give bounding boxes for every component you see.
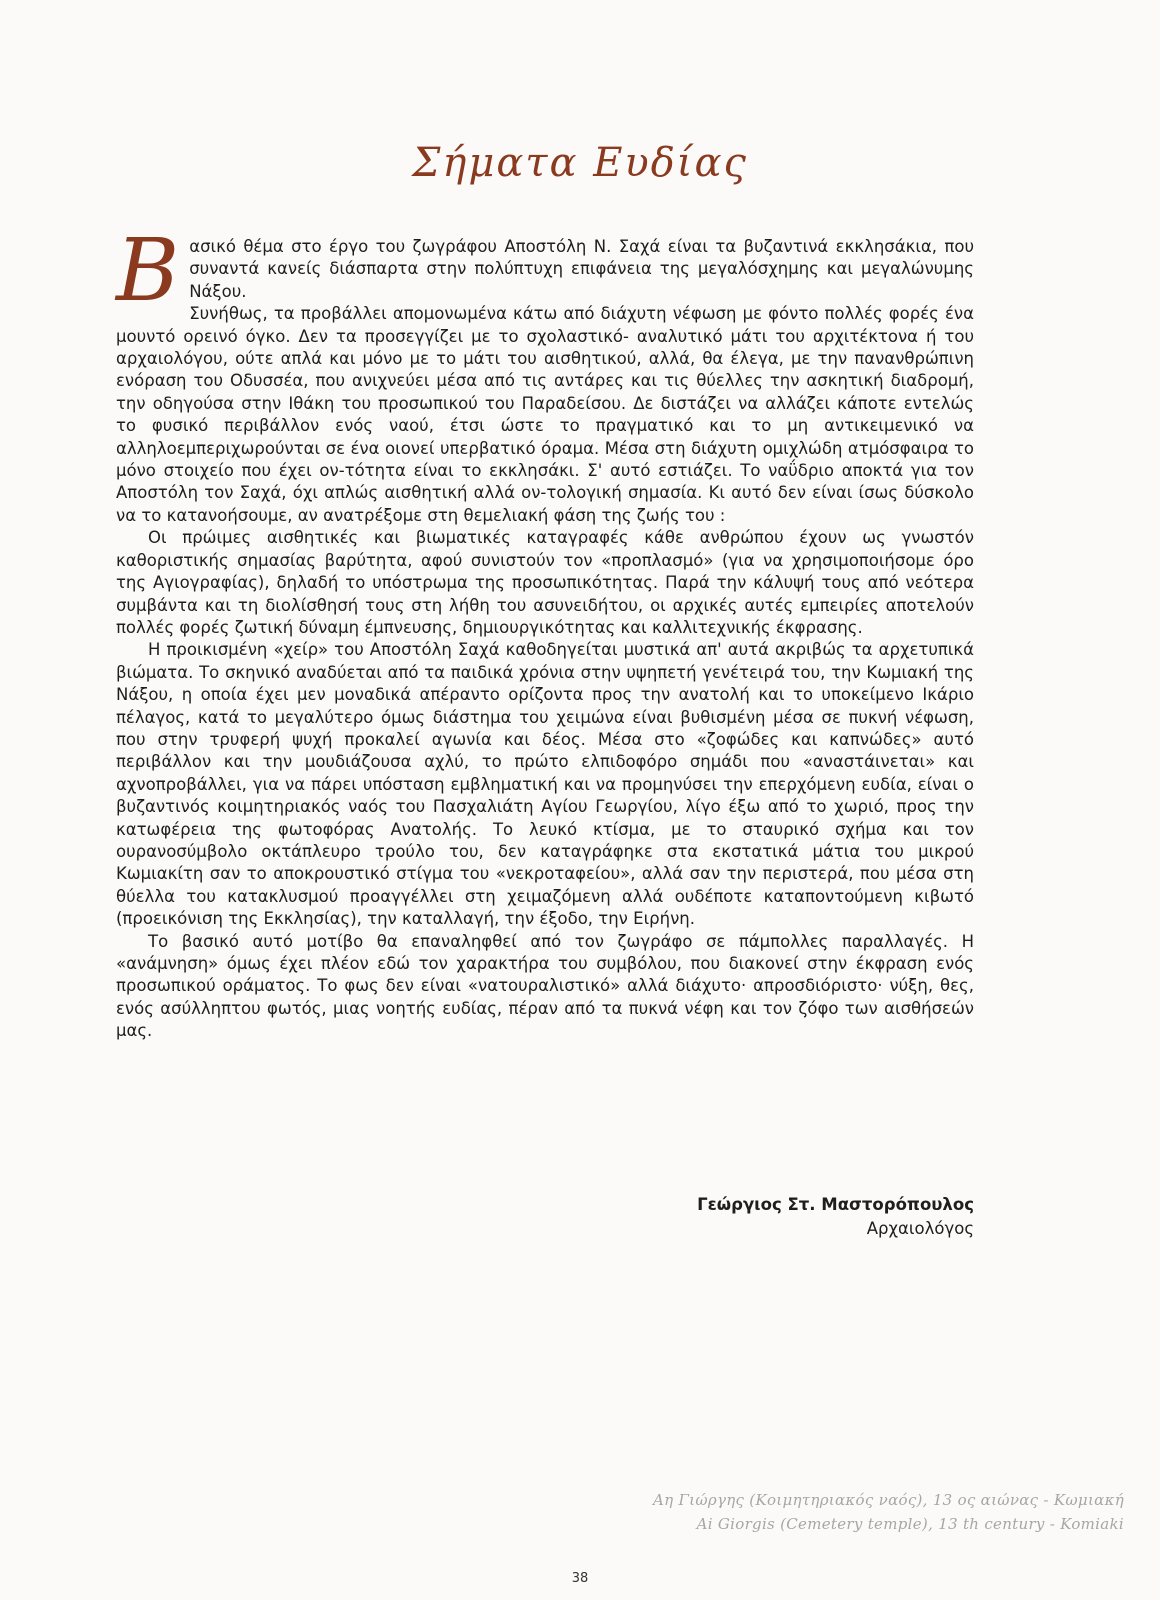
author-role: Αρχαιολόγος — [866, 1219, 974, 1238]
paragraph-1 — [116, 221, 974, 321]
article-body — [116, 221, 974, 1043]
paragraph-2: Συνήθως, τα προβάλλει απομονωμένα κάτω από διάχυτη νέφωση με φόντο πολλές φορές ένα μουντό ορεινό όγκο. Δεν τα προσεγγίζει με το σχολαστικό- αναλυτικό μάτι του αρχιτέκτονα ή του αρχαιολόγου, ούτε απλά και μόνο με το μάτι του αισθητικού, αλλά, θα έλεγα, με την πανανθρώπινη ενόραση του Οδυσσέα, που ανιχνεύει μέσα από τις αντάρες και τις θύελλες την ασκητική διαδρομή, την οδηγούσα στην Ιθάκη του προσωπικού του Παραδείσου. Δε διστάζει να αλλάζει κάποτε εντελώς το φυσικό περιβάλλον ενός ναού, έτσι ώστε το πραγματικό και το μη αντικειμενικό να αλληλοεμπεριχωρούνται σε ένα οιονεί υπερβατικό όραμα. Μέσα στη διάχυτη ομιχλώδη ατμόσφαιρα το μόνο στοιχείο που έχει ον-τότητα είναι το εκκλησάκι. Σ' αυτό εστιάζει. Το ναΰδριο αποκτά για τον Αποστόλη τον Σαχά, όχι απλώς αισθητική αλλά ον-τολογική σημασία. Κι αυτό δεν είναι ίσως δύσκολο να το κατανοήσουμε, αν ανατρέξομε στη θεμελιακή φάση της ζωής του : — [116, 304, 974, 525]
page-number: 38 — [571, 1571, 589, 1586]
caption-english: Ai Giorgis (Cemetery temple), 13 th century - Komiaki — [696, 1515, 1124, 1533]
page-title: Σήματα Ευδίας — [412, 140, 748, 186]
signature-block — [697, 1193, 974, 1241]
paragraph-5: Το βασικό αυτό μοτίβο θα επαναληφθεί από τον ζωγράφο σε πάμπολλες παραλλαγές. Η «ανάμνηση» όμως έχει πλέον εδώ τον χαρακτήρα του συμβόλου, που διακονεί στην έκφραση ενός προσωπικού οράματος. Το φως δεν είναι «νατουραλιστικό» αλλά διάχυτο· απροσδιόριστο· νύξη, θες, ενός ασύλληπτου φωτός, μιας νοητής ευδίας, πέραν από τα πυκνά νέφη και τον ζόφο των αισθήσεών μας. — [116, 931, 974, 1041]
paragraph-4: Η προικισμένη «χείρ» του Αποστόλη Σαχά καθοδηγείται μυστικά απ' αυτά ακριβώς τα αρχετυπικά βιώματα. Το σκηνικό αναδύεται από τα παιδικά χρόνια στην υψηπετή γενέτειρά του, την Κωμιακή της Νάξου, η οποία έχει μεν μοναδικά απέραντο ορίζοντα προς την ανατολή και το υποκείμενο Ικάριο πέλαγος, κατά το μεγαλύτερο όμως διάστημα του χειμώνα είναι βυθισμένη μέσα σε πυκνή νέφωση, που στην τρυφερή ψυχή προκαλεί αγωνία και δέος. Μέσα στο «ζοφώδες και καπνώδες» αυτό περιβάλλον και την μουδιάζουσα αχλύ, το πρώτο ελπιδοφόρο σημάδι που «αναστάινεται» και αχνοπροβάλλει, για να πάρει υπόσταση εμβληματική και να προμηνύσει την επερχόμενη ευδία, είναι ο βυζαντινός κοιμητηριακός ναός του Πασχαλιάτη Αγίου Γεωργίου, λίγο έξω από το χωριό, προς την κατωφέρεια της φωτοφόρας Ανατολής. Το λευκό κτίσμα, με το σταυρικό σχήμα και τον ουρανοσύμβολο οκτάπλευρο τρούλο του, δεν καταγράφηκε στα εκστατικά μάτια του μικρού Κωμιακίτη σαν το αποκρουστικό στίγμα του «νεκροταφείου», αλλά σαν την περιστερά, που μέσα στη θύελλα του κατακλυσμού προαγγέλλει στη χειμαζόμενη αλλά ουδέποτε καταποντούμενη κιβωτό (προεικόνιση της Εκκλησίας), την καταλλαγή, την έξοδο, την Ειρήνη. — [116, 640, 974, 929]
paragraph-3: Οι πρώιμες αισθητικές και βιωματικές καταγραφές κάθε ανθρώπου έχουν ως γνωστόν καθοριστικής σημασίας βαρύτητα, αφού συνιστούν τον «προπλασμό» (για να χρησιμοποιήσομε όρο της Αγιογραφίας), δηλαδή το υπόστρωμα της προσωπικότητας. Παρά την κάλυψή τους από νεότερα συμβάντα και τη διολίσθησή τους στη λήθη του ασυνειδήτου, οι αρχικές αυτές εμπειρίες αποτελούν πολλές φορές ζωτική δύναμη έμπνευσης, δημιουργικότητας και καλλιτεχνικής έκφρασης. — [116, 528, 974, 637]
caption-greek: Αη Γιώργης (Κοιμητηριακός ναός), 13 ος αιώνας - Κωμιακή — [652, 1491, 1124, 1509]
paragraph-1-text: ασικό θέμα στο έργο του ζωγράφου Αποστόλη Ν. Σαχά είναι τα βυζαντινά εκκλησάκια, που συναντά κανείς διάσπαρτα στην πολύπτυχη επιφάνεια της μεγαλόσχημης και μεγαλώνυμης Νάξου. — [189, 237, 974, 301]
author-name: Γεώργιος Στ. Μαστορόπουλος — [697, 1195, 974, 1214]
drop-cap: Β — [116, 221, 180, 321]
image-caption — [653, 1488, 1124, 1536]
